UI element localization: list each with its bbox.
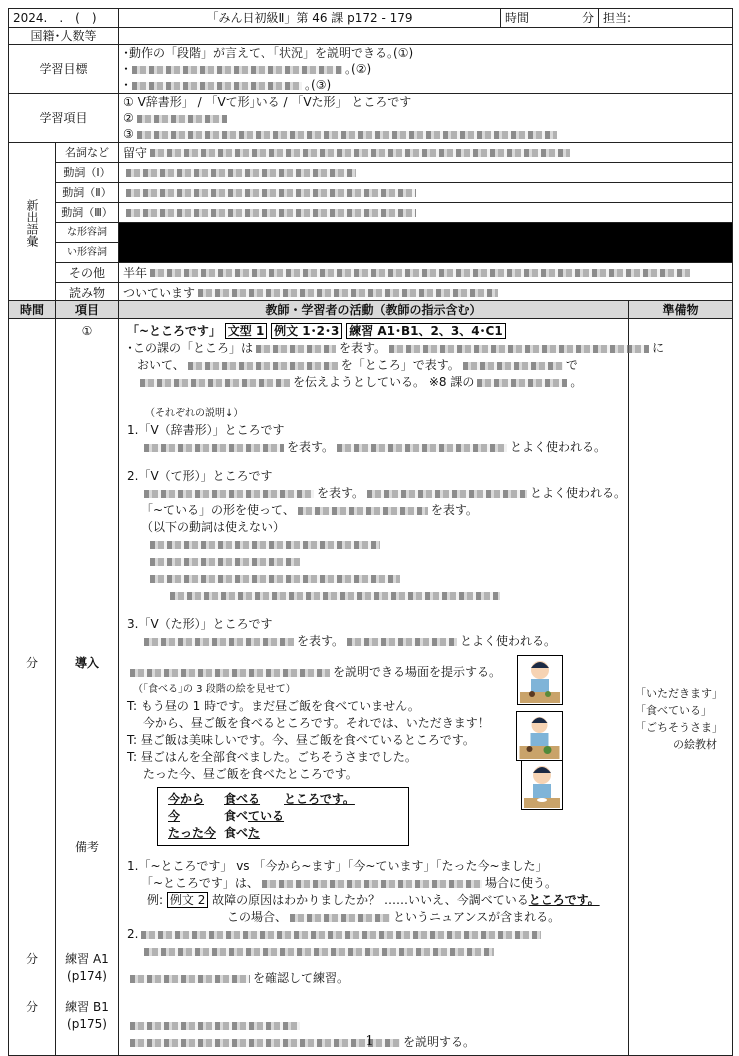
boy-finished-eating-illustration bbox=[521, 760, 563, 810]
vocab-verbs2 bbox=[119, 183, 733, 203]
page-number: 1 bbox=[365, 1034, 374, 1049]
vocab-label-verbs3: 動詞（Ⅲ） bbox=[56, 203, 119, 223]
items-content: ① V辞書形」 / 「Vて形｣いる / 「Vた形」 ところです ② ③ bbox=[119, 94, 733, 143]
nationality-label: 国籍･人数等 bbox=[9, 28, 119, 45]
item-column: ① 導入 備考 練習 A1 (p174) 練習 B1 (p175) bbox=[56, 319, 119, 1056]
time-column: 分 分 分 bbox=[9, 319, 56, 1056]
vocab-nouns: 留守 bbox=[119, 143, 733, 163]
nationality-value bbox=[119, 28, 733, 45]
goals-label: 学習目標 bbox=[9, 45, 119, 94]
vocab-adjectives-redacted bbox=[119, 223, 733, 263]
materials-column: 「いただきます」 「食べている」 「ごちそうさま」 の絵教材 bbox=[629, 319, 733, 1056]
lesson-plan-header-table bbox=[8, 8, 733, 303]
vocab-label-reading: 読み物 bbox=[56, 283, 119, 303]
time-field: 時間 分 bbox=[501, 9, 599, 28]
vocab-verbs3 bbox=[119, 203, 733, 223]
items-label: 学習項目 bbox=[9, 94, 119, 143]
date-field: 2024. . ( ) bbox=[9, 9, 119, 28]
activity-content: 「~ところです」 文型 1 例文 1･2･3 練習 A1･B1、2、3、4･C1 ･この課の「ところ」は を表す。 に おいて、 を「ところ」で表す。 で を伝えようとしている。 ※8 課の 。 （それぞれの説明↓） 1.「V（辞書形）」ところです を表す。 とよく使われる。 2.「V（て形）」ところです を表す。 とよく使われる。 「~ている」の形を使って、 を表す。 （以下の動詞は使えない） 3.「V（た形）」ところです を表す。 とよく使われる。 を説明できる場面を提示する。 （｢食べる｣の 3 段階の絵を見せて） T: もう昼の 1 時です。まだ昼ご飯を食べていません。 今から、昼ご飯を食べるところです。それでは、いただきます！ T: 昼ご飯は美味しいです。今、昼ご飯を食べているところです。 T: 昼ごはんを全部食べました。ごちそうさまでした。 たった今、昼ご飯を食べたところです。 今から 食べる ところです。 今 食べている たった今 食べた 1.「~ところです」 vs 「今から~ます」「今~ています」「たった今~ました」 「~ところです」は、 場合に使う。 例: 例文 2 故障の原因はわかりましたか？ ……いいえ、今調べているところです。 この場合、 というニュアンスが含まれる。 2. を確認して練習。 を説明する。 bbox=[119, 319, 629, 1056]
activity-table bbox=[8, 300, 733, 1056]
vocab-other: 半年 bbox=[119, 263, 733, 283]
col-time: 時間 bbox=[9, 301, 56, 319]
vocab-label-nouns: 名詞など bbox=[56, 143, 119, 163]
col-item: 項目 bbox=[56, 301, 119, 319]
lesson-title: 「みん日初級Ⅱ」第 46 課 p172 - 179 bbox=[119, 9, 501, 28]
col-activity: 教師・学習者の活動（教師の指示含む） bbox=[119, 301, 629, 319]
vocab-label-verbs2: 動詞（Ⅱ） bbox=[56, 183, 119, 203]
vocab-label-verbs1: 動詞（Ⅰ） bbox=[56, 163, 119, 183]
col-materials: 準備物 bbox=[629, 301, 733, 319]
boy-eating-illustration bbox=[516, 711, 563, 761]
teacher-field: 担当: bbox=[599, 9, 733, 28]
vocab-label-other: その他 bbox=[56, 263, 119, 283]
boy-before-eating-illustration bbox=[517, 655, 563, 705]
goals-content: ･動作の「段階」が言えて､「状況」を説明できる｡(①) ･ ｡(②) ･ ｡(③) bbox=[119, 45, 733, 94]
vocab-label-i-adj: い形容詞 bbox=[56, 243, 119, 263]
vocab-reading: ついています bbox=[119, 283, 733, 303]
vocab-verbs1 bbox=[119, 163, 733, 183]
summary-box: 今から 食べる ところです。 今 食べている たった今 食べた bbox=[157, 787, 409, 846]
vocab-label-na-adj: な形容詞 bbox=[56, 223, 119, 243]
vocab-label: 新出語彙 bbox=[9, 143, 56, 303]
